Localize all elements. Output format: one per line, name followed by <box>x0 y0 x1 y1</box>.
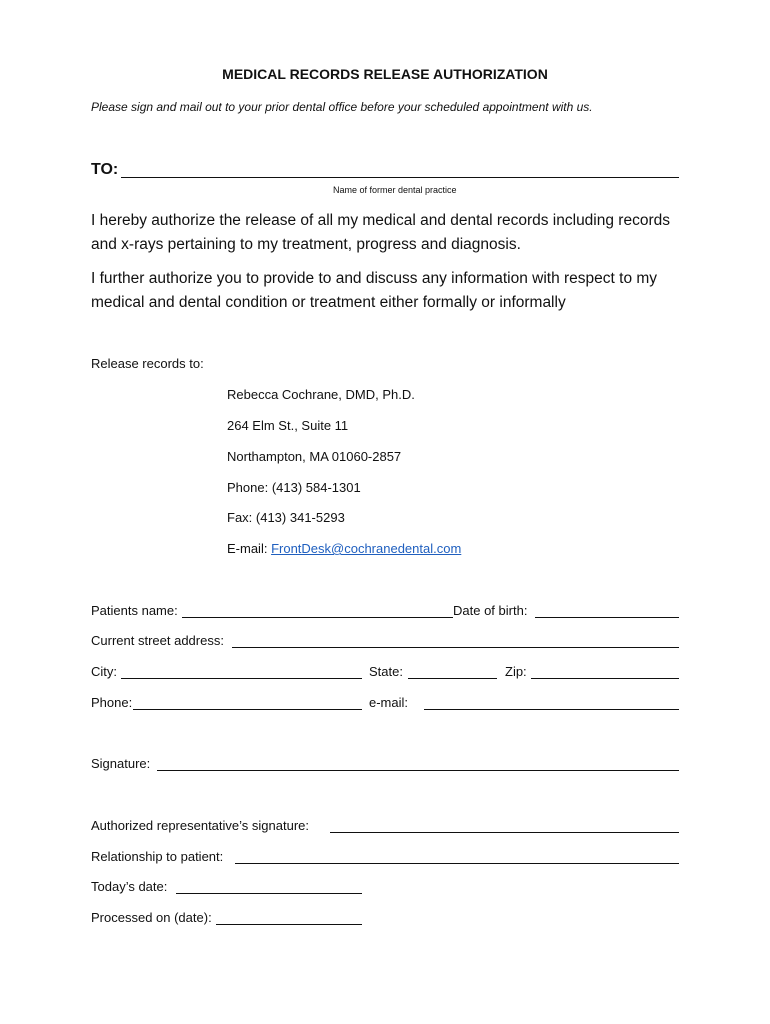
state-label: State: <box>369 664 403 679</box>
patient-name-label: Patients name: <box>91 603 178 618</box>
todays-date-label: Today’s date: <box>91 879 168 894</box>
email-label: E-mail: <box>227 541 272 556</box>
signature-field[interactable] <box>157 770 679 771</box>
doctor-fax: Fax: (413) 341-5293 <box>227 510 345 525</box>
authorization-paragraph-2: I further authorize you to provide to and discuss any information with respect to my medical and dental condition or treatment either formally or informally <box>91 270 658 311</box>
zip-label: Zip: <box>505 664 527 679</box>
email-link[interactable]: FrontDesk@cochranedental.com <box>271 541 462 556</box>
processed-on-label: Processed on (date): <box>91 910 212 925</box>
doctor-street: 264 Elm St., Suite 11 <box>227 418 349 433</box>
signature-label: Signature: <box>91 756 151 771</box>
phone-label: Phone: <box>91 695 133 710</box>
release-records-label: Release records to: <box>91 356 204 371</box>
city-field[interactable] <box>121 678 362 679</box>
date-of-birth-field[interactable] <box>535 617 679 618</box>
patient-name-field[interactable] <box>182 617 453 618</box>
relationship-field[interactable] <box>235 863 679 864</box>
zip-field[interactable] <box>531 678 679 679</box>
former-practice-caption: Name of former dental practice <box>333 185 457 195</box>
rep-signature-field[interactable] <box>330 832 679 833</box>
doctor-name: Rebecca Cochrane, DMD, Ph.D. <box>227 387 415 402</box>
page-title: MEDICAL RECORDS RELEASE AUTHORIZATION <box>222 66 548 82</box>
processed-on-field[interactable] <box>216 924 362 925</box>
street-address-label: Current street address: <box>91 633 224 648</box>
email-field-label: e-mail: <box>369 695 409 710</box>
instructions-text: Please sign and mail out to your prior dental office before your scheduled appointment with us. <box>91 100 593 114</box>
former-practice-field[interactable] <box>121 177 679 178</box>
authorization-paragraph-1: I hereby authorize the release of all my medical and dental records including records and x-rays pertaining to my treatment, progress and diagnosis. <box>91 212 670 253</box>
relationship-label: Relationship to patient: <box>91 849 224 864</box>
rep-signature-label: Authorized representative’s signature: <box>91 818 309 833</box>
doctor-email-row <box>227 541 461 556</box>
city-label: City: <box>91 664 117 679</box>
doctor-phone: Phone: (413) 584-1301 <box>227 480 361 495</box>
street-address-field[interactable] <box>232 647 679 648</box>
date-of-birth-label: Date of birth: <box>453 603 528 618</box>
state-field[interactable] <box>408 678 497 679</box>
todays-date-field[interactable] <box>176 893 362 894</box>
doctor-city: Northampton, MA 01060-2857 <box>227 449 402 464</box>
phone-field[interactable] <box>133 709 362 710</box>
to-label: TO: <box>91 161 119 178</box>
email-field[interactable] <box>424 709 679 710</box>
